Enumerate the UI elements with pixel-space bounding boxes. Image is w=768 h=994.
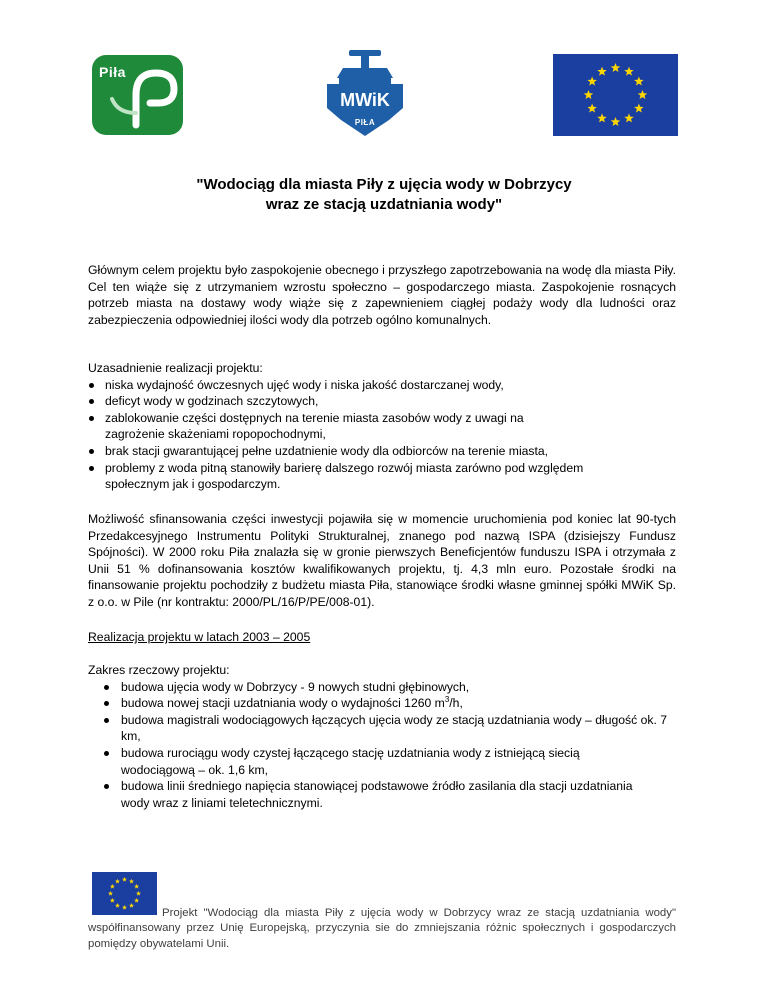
eu-star: [122, 877, 127, 882]
eu-star: [624, 67, 634, 76]
justification-section: [88, 360, 688, 493]
bullet-icon: [89, 383, 94, 388]
eu-star: [115, 879, 120, 884]
pila-logo-text: Piła: [99, 64, 126, 80]
mwik-logo: [319, 48, 411, 140]
list-item: brak stacji gwarantującej pełne uzdatnienie wody dla odbiorców na terenie miasta,: [88, 443, 688, 460]
eu-star: [638, 90, 648, 99]
eu-flag: [553, 54, 678, 136]
eu-star: [634, 77, 644, 86]
realization-heading: Realizacja projektu w latach 2003 – 2005: [88, 630, 311, 644]
eu-star: [587, 77, 597, 86]
list-item: zablokowanie części dostępnych na terenie miasta zasobów wody z uwagi na zagrożenie skażeniami ropopochodnymi,: [88, 410, 585, 443]
eu-star: [611, 63, 621, 72]
bullet-icon: [89, 399, 94, 404]
list-item: budowa linii średniego napięcia stanowiącej podstawowe źródło zasilania dla stacji uzdatniania wody wraz z liniami teletechnicznymi.: [88, 778, 641, 811]
financing-paragraph: Możliwość sfinansowania części inwestycji pojawiła się w momencie uruchomienia pod koniec lat 90-tych Przedakcesyjnego Instrumentu Polityki Strukturalnej, znanego pod nazwą ISPA (dzisiejszy Fundusz Spójności). W 2000 roku Piła znalazła się w gronie pierwszych Beneficjentów funduszu ISPA i otrzymała z Unii 51 % dofinansowania kosztów kwalifikowanych projektu, tj. 4,3 mln euro. Pozostałe środki na finansowanie projektu pochodziły z budżetu miasta Piła, stanowiące środki własne gminnej spółki MWiK Sp. z o.o. w Pile (nr kontraktu: 2000/PL/16/P/PE/008-01).: [88, 512, 676, 609]
list-item: deficyt wody w godzinach szczytowych,: [88, 393, 688, 410]
pila-city-logo: [92, 55, 183, 135]
bullet-icon: [89, 416, 94, 421]
eu-star: [134, 884, 139, 889]
bullet-icon: [89, 449, 94, 454]
eu-star: [624, 113, 634, 122]
title-line-2: wraz ze stacją uzdatniania wody": [265, 196, 503, 213]
eu-star: [134, 898, 139, 903]
justification-heading: Uzasadnienie realizacji projektu:: [88, 361, 263, 375]
bullet-icon: [104, 784, 109, 789]
footer-note: Projekt "Wodociąg dla miasta Piły z ujęcia wody w Dobrzycy wraz ze stacją uzdatniania wody" współfinansowany przez Unię Europejską, przyczynia sie do zmniejszania różnic społecznych i gospodarczych pomiędzy obywatelami Unii.: [88, 907, 676, 950]
list-item: budowa rurociągu wody czystej łączącego stację uzdatniania wody z istniejącą siecią wodociągową – ok. 1,6 km,: [88, 745, 641, 778]
list-item: budowa magistrali wodociągowych łączących ujęcia wody ze stacją uzdatniania wody – długość ok. 7 km,: [88, 712, 681, 745]
eu-star: [597, 67, 607, 76]
eu-star: [110, 884, 115, 889]
eu-star: [110, 898, 115, 903]
eu-star: [584, 90, 594, 99]
scope-section: [88, 662, 688, 811]
mwik-logo-text: MWiK: [340, 90, 390, 110]
bullet-icon: [104, 751, 109, 756]
eu-star: [108, 891, 113, 896]
list-item: niska wydajność ówczesnych ujęć wody i niska jakość dostarczanej wody,: [88, 377, 688, 394]
scope-heading: Zakres rzeczowy projektu:: [88, 663, 230, 677]
intro-paragraph: Głównym celem projektu było zaspokojenie obecnego i przyszłego zapotrzebowania na wodę dla miasta Piły. Cel ten wiąże się z utrzymaniem wzrostu społeczno – gospodarczego miasta. Zaspokojenie rosnących potrzeb miasta na dostawy wody wiąże się z zapewnieniem ciągłej podaży wody dla ludności oraz zabezpieczenia odpowiedniej ilości wody dla potrzeb ogólno komunalnych.: [88, 263, 676, 327]
eu-star: [129, 879, 134, 884]
eu-star: [634, 104, 644, 113]
eu-star: [597, 113, 607, 122]
eu-star: [587, 104, 597, 113]
justification-list: [88, 377, 688, 493]
eu-stars-icon: [553, 54, 678, 136]
list-item: budowa ujęcia wody w Dobrzycy - 9 nowych studni głębinowych,: [88, 679, 688, 696]
eu-star: [136, 891, 141, 896]
mwik-logo-subtext: PIŁA: [354, 118, 376, 127]
list-item: budowa nowej stacji uzdatniania wody o wydajności 1260 $m^3/h$,: [88, 695, 688, 712]
bullet-icon: [104, 718, 109, 723]
eu-star: [611, 117, 621, 126]
list-item: problemy z woda pitną stanowiły barierę dalszego rozwój miasta zarówno pod względem społecznym jak i gospodarczym.: [88, 460, 585, 493]
bullet-icon: [89, 466, 94, 471]
document-title: [60, 175, 708, 215]
bullet-icon: [104, 701, 109, 706]
bullet-icon: [104, 685, 109, 690]
title-line-1: "Wodociąg dla miasta Piły z ujęcia wody w Dobrzycy: [196, 176, 572, 193]
scope-list: [88, 679, 688, 812]
